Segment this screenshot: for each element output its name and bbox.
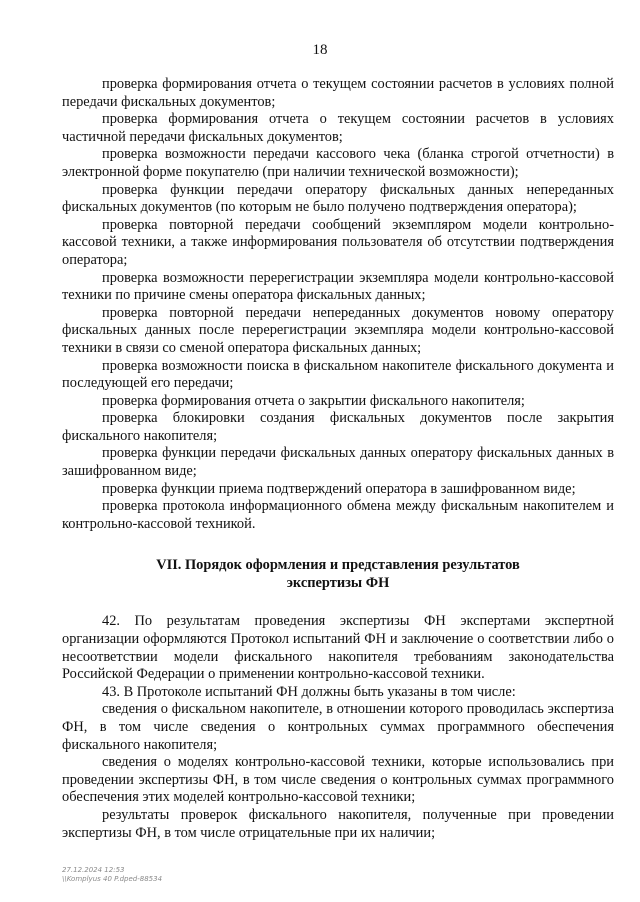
- paragraph: сведения о фискальном накопителе, в отношении которого проводилась экспертиза ФН, в том числе сведения о контрольных суммах программного обеспечения фискального накопителя;: [62, 701, 614, 753]
- footer-timestamp: 27.12.2024 12:53: [62, 866, 125, 874]
- list-item: проверка функции передачи оператору фискальных данных непереданных фискальных документов (по которым не было получено подтверждения оператора);: [62, 181, 614, 216]
- list-item: проверка функции приема подтверждений оператора в зашифрованном виде;: [102, 480, 576, 497]
- list-item: проверка возможности передачи кассового чека (бланка строгой отчетности) в электронной форме покупателю (при наличии технической возможности);: [62, 146, 614, 180]
- paragraph: 42. По результатам проведения экспертизы ФН экспертами экспертной организации оформляются Протокол испытаний ФН и заключение о соответствии либо о несоответствии модели фискального накопителя требованиям законодательства Российской Федерации о применении контрольно-кассовой техники.: [62, 613, 614, 683]
- page-number: 18: [312, 42, 328, 58]
- list-item: проверка возможности поиска в фискальном накопителе фискального документа и последующей его передачи;: [62, 357, 614, 392]
- paragraph: сведения о моделях контрольно-кассовой техники, которые использовались при проведении экспертизы ФН, в том числе сведения о контрольных суммах программного обеспечения этих моделей контрольно-кассовой техники;: [62, 754, 614, 806]
- section-heading-line: VII. Порядок оформления и представления результатов: [156, 557, 520, 574]
- list-item: проверка формирования отчета о закрытии фискального накопителя;: [102, 392, 525, 409]
- list-item: проверка формирования отчета о текущем состоянии расчетов в условиях полной передачи фискальных документов;: [62, 76, 614, 110]
- section-heading-line: экспертизы ФН: [286, 575, 390, 592]
- list-item: проверка протокола информационного обмена между фискальным накопителем и контрольно-кассовой техникой.: [62, 498, 614, 532]
- document-body: [62, 76, 614, 842]
- section-heading: [62, 556, 614, 592]
- footer-file-path: \\Komplyus 40 P.dped-88534: [62, 874, 163, 883]
- list-item: проверка формирования отчета о текущем состоянии расчетов в условиях частичной передачи фискальных документов;: [62, 111, 614, 145]
- list-item: проверка блокировки создания фискальных документов после закрытия фискального накопителя;: [62, 410, 614, 444]
- list-item: проверка повторной передачи сообщений экземпляром модели контрольно-кассовой техники, а также информирования пользователя об отсутствии подтверждения оператора;: [62, 216, 614, 268]
- checks-list: [62, 76, 614, 533]
- paragraph: 43. В Протоколе испытаний ФН должны быть указаны в том числе:: [102, 683, 516, 700]
- document-footer: [62, 866, 162, 883]
- list-item: проверка функции передачи фискальных данных оператору фискальных данных в зашифрованном виде;: [62, 445, 614, 480]
- list-item: проверка повторной передачи непереданных документов новому оператору фискальных данных после перерегистрации экземпляра модели контрольно-кассовой техники в связи со сменой оператора фискальных данных;: [62, 304, 614, 356]
- list-item: проверка возможности перерегистрации экземпляра модели контрольно-кассовой техники по причине смены оператора фискальных данных;: [62, 269, 614, 304]
- paragraph: результаты проверок фискального накопителя, полученные при проведении экспертизы ФН, в том числе отрицательные при их наличии;: [62, 806, 614, 841]
- section-content: [62, 613, 614, 842]
